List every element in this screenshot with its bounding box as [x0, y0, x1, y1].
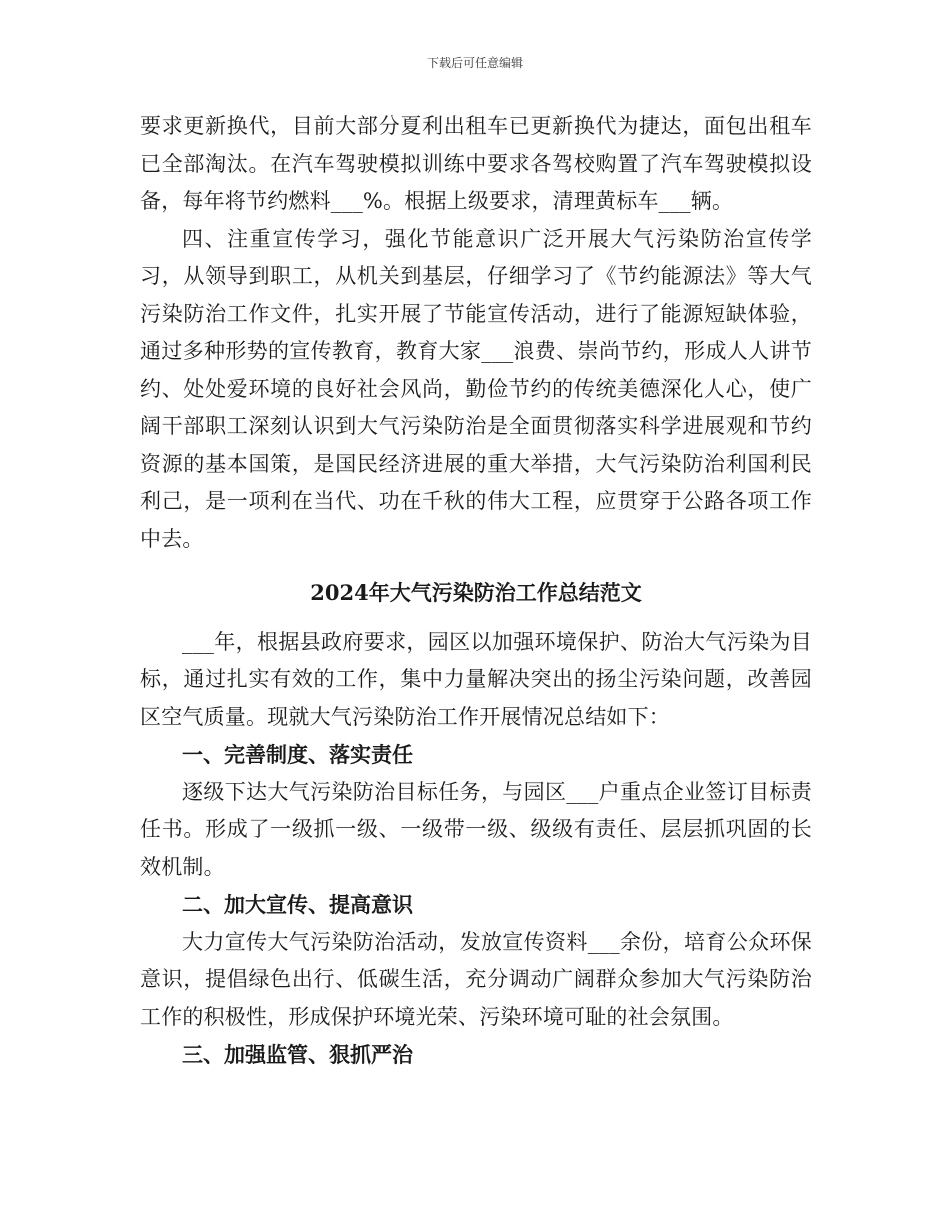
paragraph-section-1: 逐级下达大气污染防治目标任务，与园区___户重点企业签订目标责任书。形成了一级抓一级、一级带一级、级级有责任、层层抓巩固的长效机制。	[140, 779, 812, 879]
section-heading-2: 二、加大宣传、提高意识	[182, 892, 413, 917]
document-title: 2024年大气污染防治工作总结范文	[310, 580, 642, 605]
section-heading-3: 三、加强监管、狠抓严治	[182, 1042, 413, 1067]
paragraph-continuation: 要求更新换代，目前大部分夏利出租车已更新换代为捷达，面包出租车已全部淘汰。在汽车驾驶模拟训练中要求各驾校购置了汽车驾驶模拟设备，每年将节约燃料___%。根据上级要求，清理黄标车___辆。	[140, 114, 812, 213]
page-header: 下载后可任意编辑	[426, 56, 523, 70]
paragraph-publicity-study: 四、注重宣传学习，强化节能意识广泛开展大气污染防治宣传学习，从领导到职工，从机关到基层，仔细学习了《节约能源法》等大气污染防治工作文件，扎实开展了节能宣传活动，进行了能源短缺体验，通过多种形势的宣传教育，教育大家___浪费、崇尚节约，形成人人讲节约、处处爱环境的良好社会风尚，勤俭节约的传统美德深化人心，使广阔干部职工深刻认识到大气污染防治是全面贯彻落实科学进展观和节约资源的基本国策，是国民经济进展的重大举措，大气污染防治利国利民利己，是一项利在当代、功在千秋的伟大工程，应贯穿于公路各项工作中去。	[140, 226, 812, 551]
paragraph-intro: ___年，根据县政府要求，园区以加强环境保护、防治大气污染为目标，通过扎实有效的工作，集中力量解决突出的扬尘污染问题，改善园区空气质量。现就大气污染防治工作开展情况总结如下：	[140, 629, 812, 729]
document-body	[140, 108, 812, 1074]
paragraph-section-2: 大力宣传大气污染防治活动，发放宣传资料___余份，培育公众环保意识，提倡绿色出行、低碳生活，充分调动广阔群众参加大气污染防治工作的积极性，形成保护环境光荣、污染环境可耻的社会氛围。	[140, 929, 812, 1029]
section-heading-1: 一、完善制度、落实责任	[182, 742, 413, 767]
